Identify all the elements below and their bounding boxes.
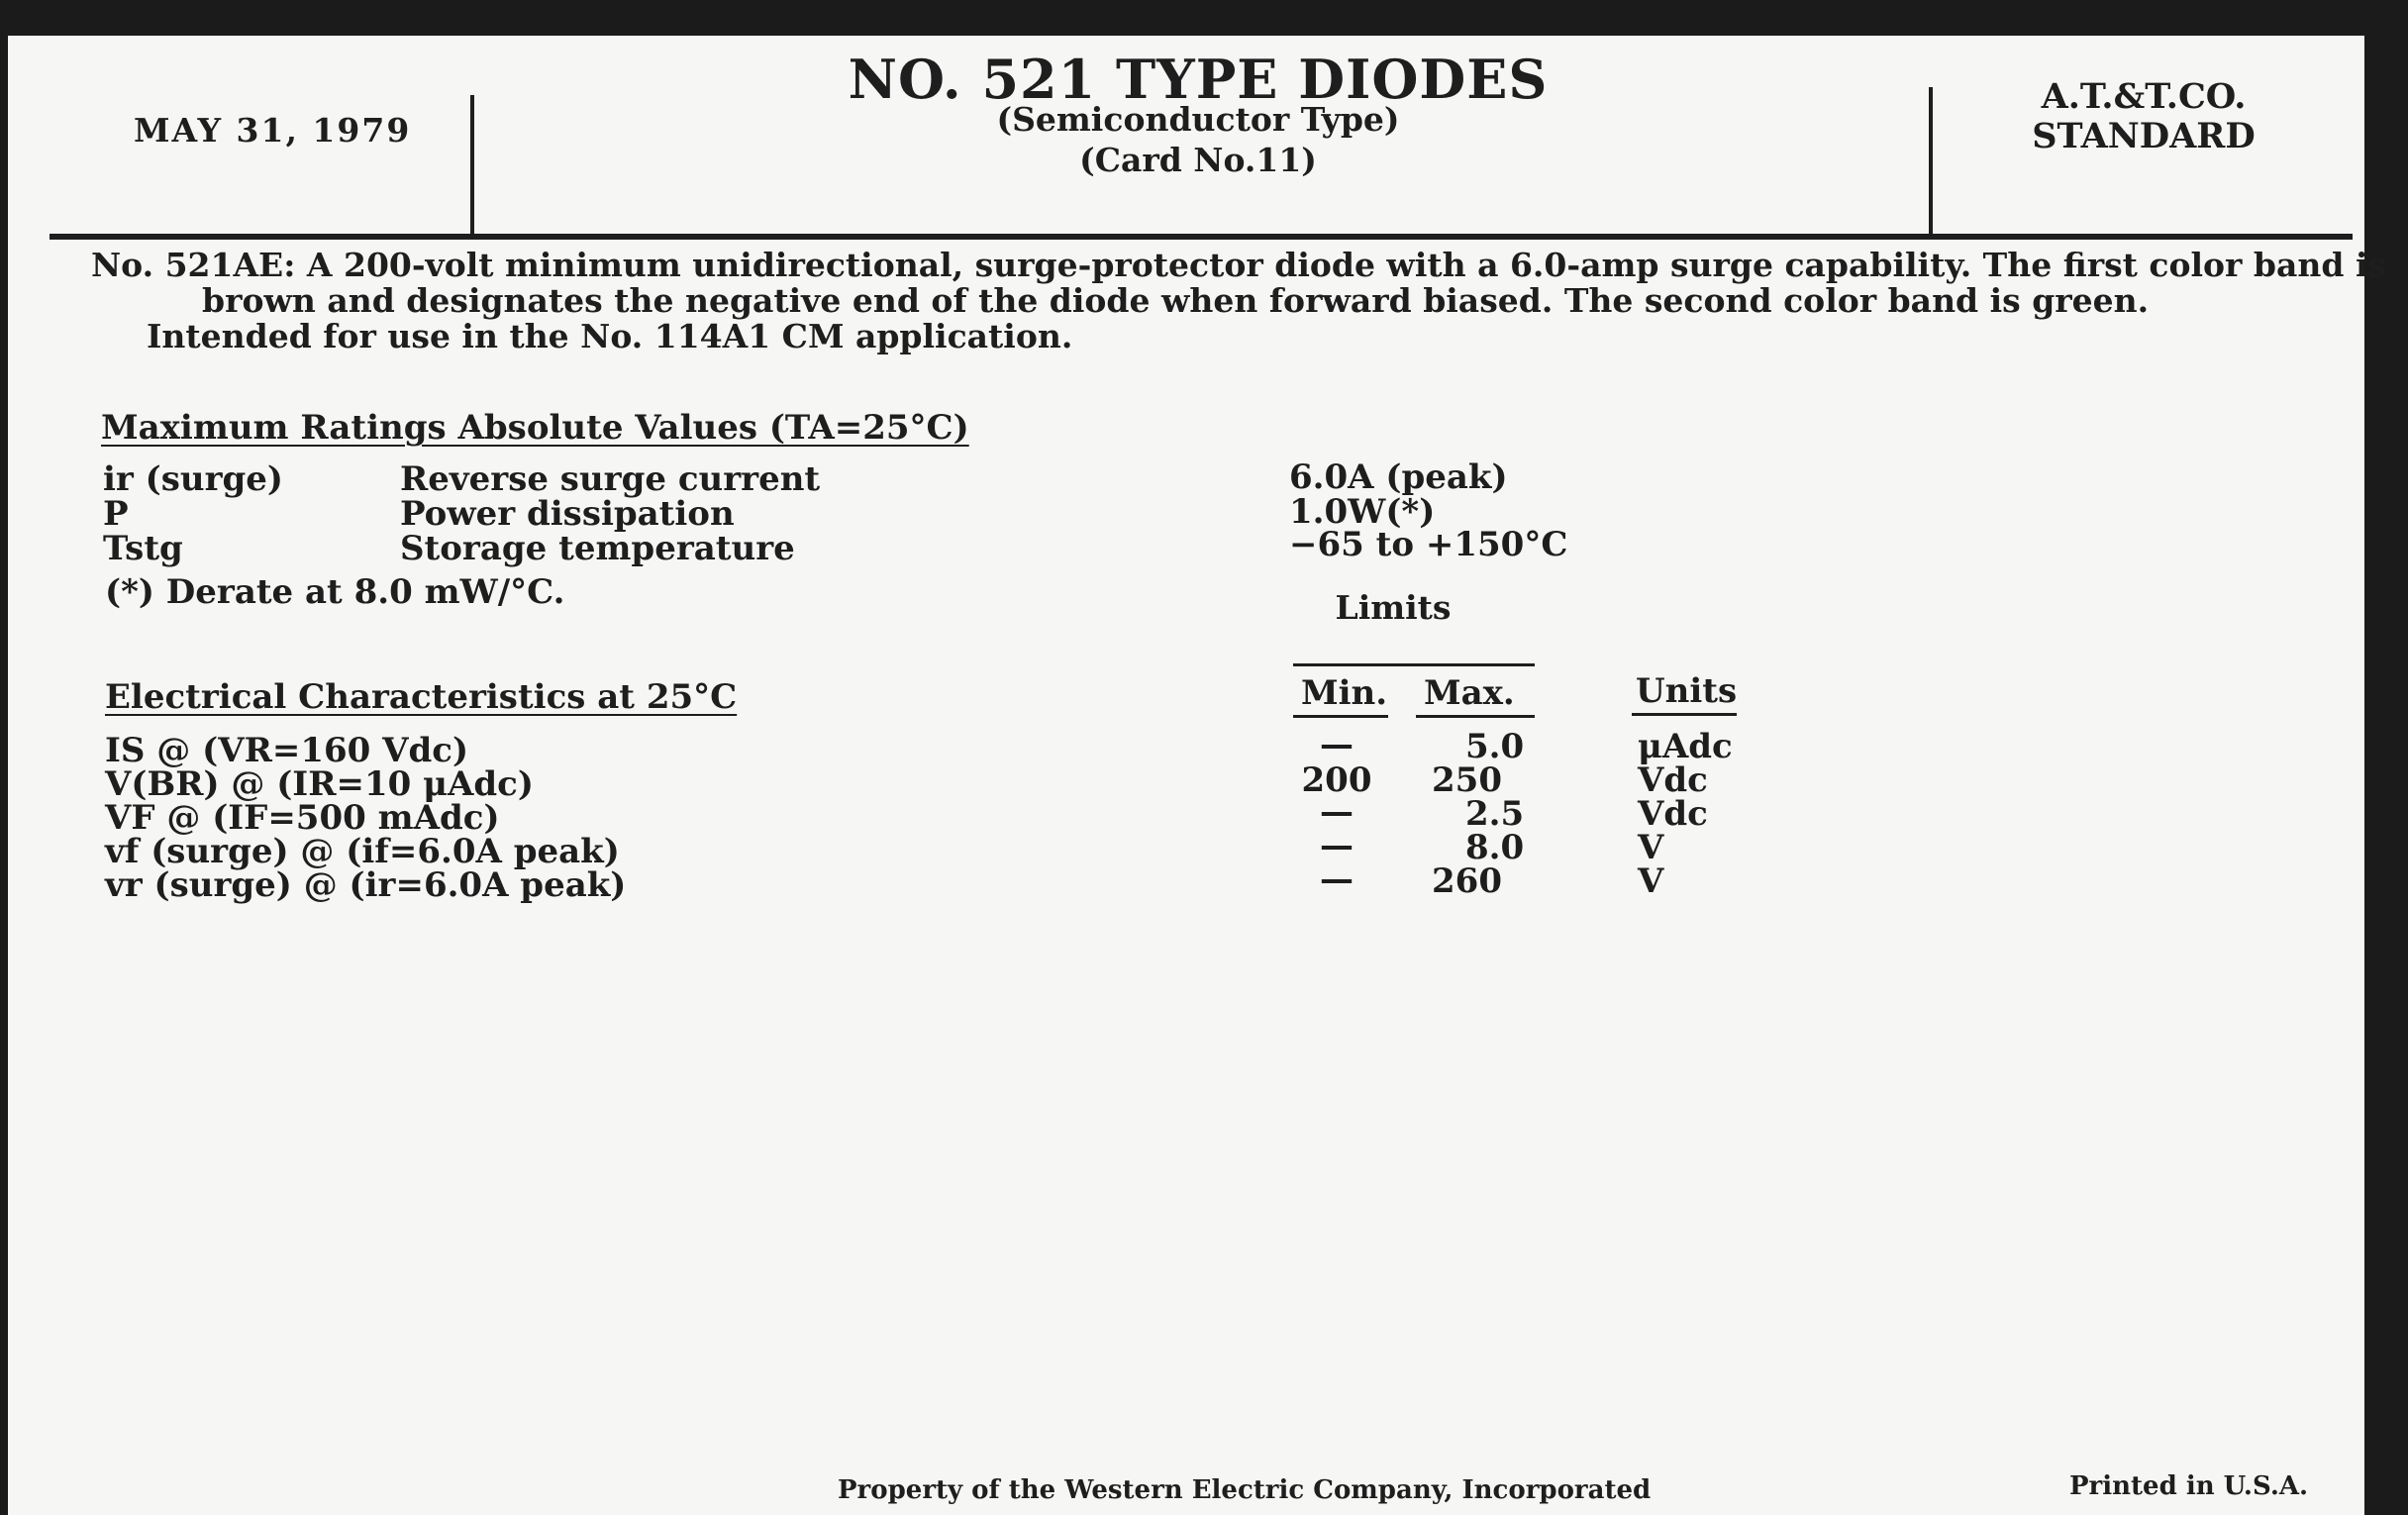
limit-min: — <box>1320 725 1354 764</box>
unit-value: V <box>1638 861 1664 901</box>
limit-min: — <box>1320 826 1354 865</box>
limit-max: 250 <box>1432 760 1502 800</box>
max-underline <box>1416 715 1535 718</box>
issue-date: MAY 31, 1979 <box>134 111 412 150</box>
unit-value: Vdc <box>1638 760 1708 800</box>
description-line-2: brown and designates the negative end of the diode when forward biased. The second color band is green. <box>202 281 2150 320</box>
rating-symbol: Tstg <box>103 529 183 568</box>
header-rule <box>50 234 2353 240</box>
property-notice: Property of the Western Electric Company, Incorporated <box>838 1475 1652 1505</box>
electrical-heading: Electrical Characteristics at 25°C <box>105 677 738 717</box>
limits-label: Limits <box>1335 588 1452 627</box>
unit-value: V <box>1638 828 1664 867</box>
param-label: IS @ (VR=160 Vdc) <box>105 731 469 770</box>
unit-value: Vdc <box>1638 794 1708 834</box>
card-number: (Card No.11) <box>1079 141 1317 179</box>
subtitle: (Semiconductor Type) <box>996 100 1400 139</box>
rating-symbol: P <box>103 494 129 534</box>
min-underline <box>1293 715 1388 718</box>
limit-min: — <box>1320 859 1354 899</box>
param-label: V(BR) @ (IR=10 μAdc) <box>105 764 534 804</box>
limit-max: 8.0 <box>1465 828 1525 867</box>
limit-min: 200 <box>1301 760 1372 800</box>
standard-line-1: A.T.&T.CO. <box>2041 76 2247 117</box>
subtitle-block <box>465 99 1931 180</box>
derating-note: (*) Derate at 8.0 mW/°C. <box>105 572 565 612</box>
rating-value: 1.0W(*) <box>1289 492 1436 532</box>
standard-line-2: STANDARD <box>2032 116 2256 156</box>
column-max: Max. <box>1424 673 1515 713</box>
limit-min: — <box>1320 792 1354 832</box>
printed-notice: Printed in U.S.A. <box>2069 1471 2309 1501</box>
units-underline <box>1632 713 1737 716</box>
param-label: VF @ (IF=500 mAdc) <box>105 798 500 838</box>
description-line-3: Intended for use in the No. 114A1 CM application. <box>147 317 1073 355</box>
column-min: Min. <box>1301 673 1388 713</box>
page-title: NO. 521 TYPE DIODES <box>848 48 1549 111</box>
rating-name: Power dissipation <box>400 494 735 534</box>
rating-name: Reverse surge current <box>400 459 821 499</box>
param-label: vf (surge) @ (if=6.0A peak) <box>105 832 620 871</box>
param-label: vr (surge) @ (ir=6.0A peak) <box>105 865 627 905</box>
rating-value: −65 to +150°C <box>1289 525 1568 564</box>
standard-block <box>1931 77 2357 156</box>
limit-max: 2.5 <box>1465 794 1525 834</box>
unit-value: μAdc <box>1638 727 1733 766</box>
rating-symbol: ir (surge) <box>103 459 284 499</box>
rating-value: 6.0A (peak) <box>1289 457 1508 497</box>
limits-underline <box>1293 663 1535 666</box>
limit-max: 5.0 <box>1465 727 1525 766</box>
max-ratings-heading: Maximum Ratings Absolute Values (TA=25°C) <box>101 408 969 448</box>
column-units: Units <box>1636 671 1738 711</box>
rating-name: Storage temperature <box>400 529 795 568</box>
limit-max: 260 <box>1432 861 1502 901</box>
description-line-1: No. 521AE: A 200-volt minimum unidirectional, surge-protector diode with a 6.0-amp surge capability. The first color band is <box>91 246 2387 284</box>
